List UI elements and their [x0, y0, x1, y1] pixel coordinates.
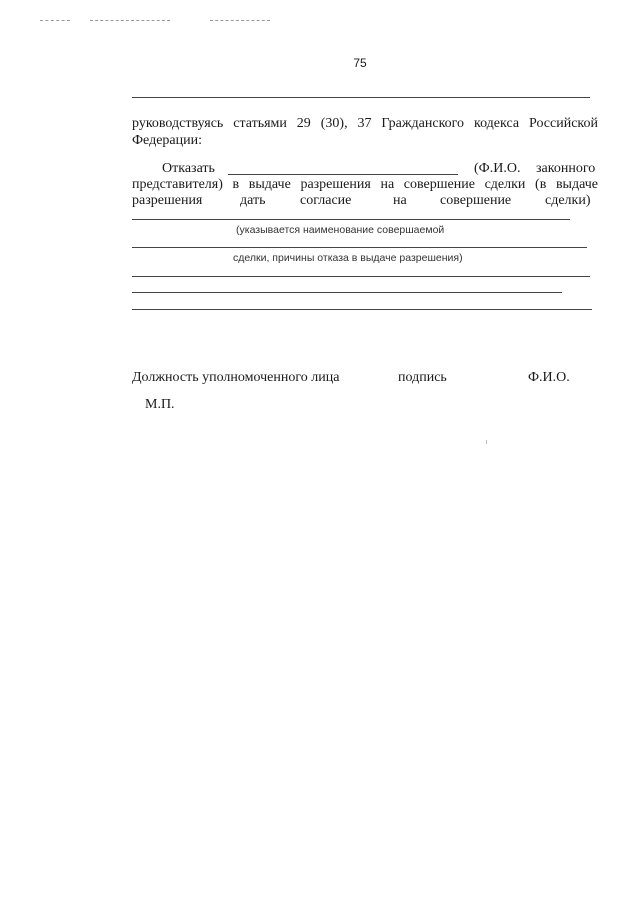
transaction-fill-line-5[interactable]: [132, 309, 592, 310]
caption-refusal-reasons: сделки, причины отказа в выдаче разрешения): [233, 252, 463, 264]
transaction-fill-line-4[interactable]: [132, 292, 562, 293]
refusal-line-3-word-2: дать: [240, 193, 266, 208]
intro-line-2: Федерации:: [132, 133, 203, 148]
caption-transaction-name: (указывается наименование совершаемой: [236, 224, 445, 236]
legal-word: законного: [536, 161, 596, 176]
signature-label: подпись: [398, 370, 447, 385]
intro-line-1: руководствуясь статьями 29 (30), 37 Гражданского кодекса Российской: [132, 116, 598, 131]
refuse-word: Отказать: [162, 161, 215, 176]
refusal-line-2: представителя) в выдаче разрешения на совершение сделки (в выдаче: [132, 177, 598, 192]
stamp-place-label: М.П.: [145, 397, 175, 412]
scan-artifact: [90, 20, 170, 21]
page-number: 75: [353, 56, 367, 70]
signer-fio-label: Ф.И.О.: [528, 370, 570, 385]
authorized-position-label: Должность уполномоченного лица: [132, 370, 340, 385]
scan-artifact: [40, 20, 70, 21]
refusal-line-3-word-6: сделки): [545, 193, 591, 208]
transaction-fill-line-2[interactable]: [132, 247, 587, 248]
legal-rep-name-field[interactable]: [228, 174, 458, 175]
scan-artifact: [210, 20, 270, 21]
refusal-line-3-word-4: на: [393, 193, 407, 208]
transaction-fill-line-1[interactable]: [132, 219, 570, 220]
refusal-line-3-word-5: совершение: [440, 193, 512, 208]
refusal-line-3-word-3: согласие: [300, 193, 352, 208]
fio-label: (Ф.И.О.: [474, 161, 521, 176]
scan-speck: [486, 440, 487, 444]
top-fill-line: [132, 97, 590, 98]
refusal-line-3-word-1: разрешения: [132, 193, 203, 208]
transaction-fill-line-3[interactable]: [132, 276, 590, 277]
